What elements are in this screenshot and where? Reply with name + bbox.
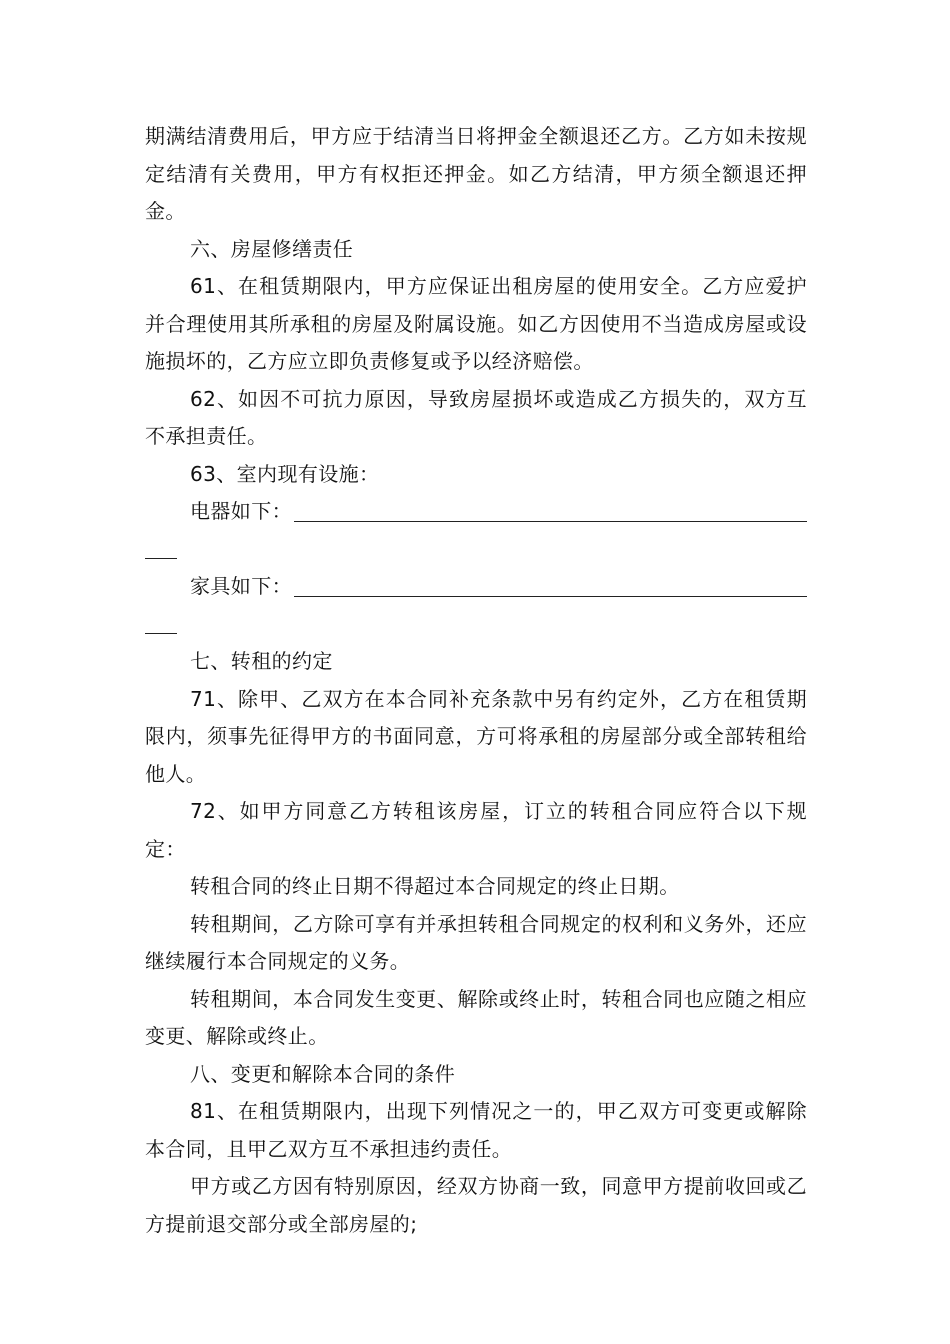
furniture-blank-tail	[145, 606, 807, 644]
appliances-blank-tail	[145, 531, 807, 569]
document-body	[145, 118, 807, 1243]
furniture-blank	[294, 596, 807, 597]
clause-62: 62、如因不可抗力原因，导致房屋损坏或造成乙方损失的，双方互不承担责任。	[145, 386, 807, 448]
clause-71: 71、除甲、乙双方在本合同补充条款中另有约定外，乙方在租赁期限内，须事先征得甲方的书面同意，方可将承租的房屋部分或全部转租给他人。	[145, 686, 807, 786]
appliances-blank	[294, 521, 807, 522]
section-heading-sublease: 七、转租的约定	[190, 649, 333, 673]
paragraph-deposit-refund: 期满结清费用后，甲方应于结清当日将押金全额退还乙方。乙方如未按规定结清有关费用，甲方有权拒还押金。如乙方结清，甲方须全额退还押金。	[145, 124, 807, 223]
appliances-fill-line	[145, 493, 807, 531]
sublease-rule-changes: 转租期间，本合同发生变更、解除或终止时，转租合同也应随之相应变更、解除或终止。	[145, 986, 807, 1048]
furniture-fill-line	[145, 568, 807, 606]
clause-63: 63、室内现有设施：	[190, 461, 380, 486]
clause-81: 81、在租赁期限内，出现下列情况之一的，甲乙双方可变更或解除本合同，且甲乙双方互不承担违约责任。	[145, 1099, 807, 1161]
section-heading-repair: 六、房屋修缮责任	[190, 236, 354, 261]
termination-condition-mutual: 甲方或乙方因有特别原因，经双方协商一致，同意甲方提前收回或乙方提前退交部分或全部房屋的;	[145, 1174, 807, 1236]
section-heading-termination: 八、变更和解除本合同的条件	[190, 1061, 456, 1086]
furniture-label: 家具如下：	[190, 574, 292, 598]
sublease-rule-end-date: 转租合同的终止日期不得超过本合同规定的终止日期。	[190, 874, 680, 898]
appliances-label: 电器如下：	[190, 499, 292, 523]
sublease-rule-obligations: 转租期间，乙方除可享有并承担转租合同规定的权利和义务外，还应继续履行本合同规定的义务。	[145, 911, 807, 973]
clause-61: 61、在租赁期限内，甲方应保证出租房屋的使用安全。乙方应爱护并合理使用其所承租的房屋及附属设施。如乙方因使用不当造成房屋或设施损坏的，乙方应立即负责修复或予以经济赔偿。	[145, 274, 807, 373]
clause-72: 72、如甲方同意乙方转租该房屋，订立的转租合同应符合以下规定：	[145, 799, 807, 861]
